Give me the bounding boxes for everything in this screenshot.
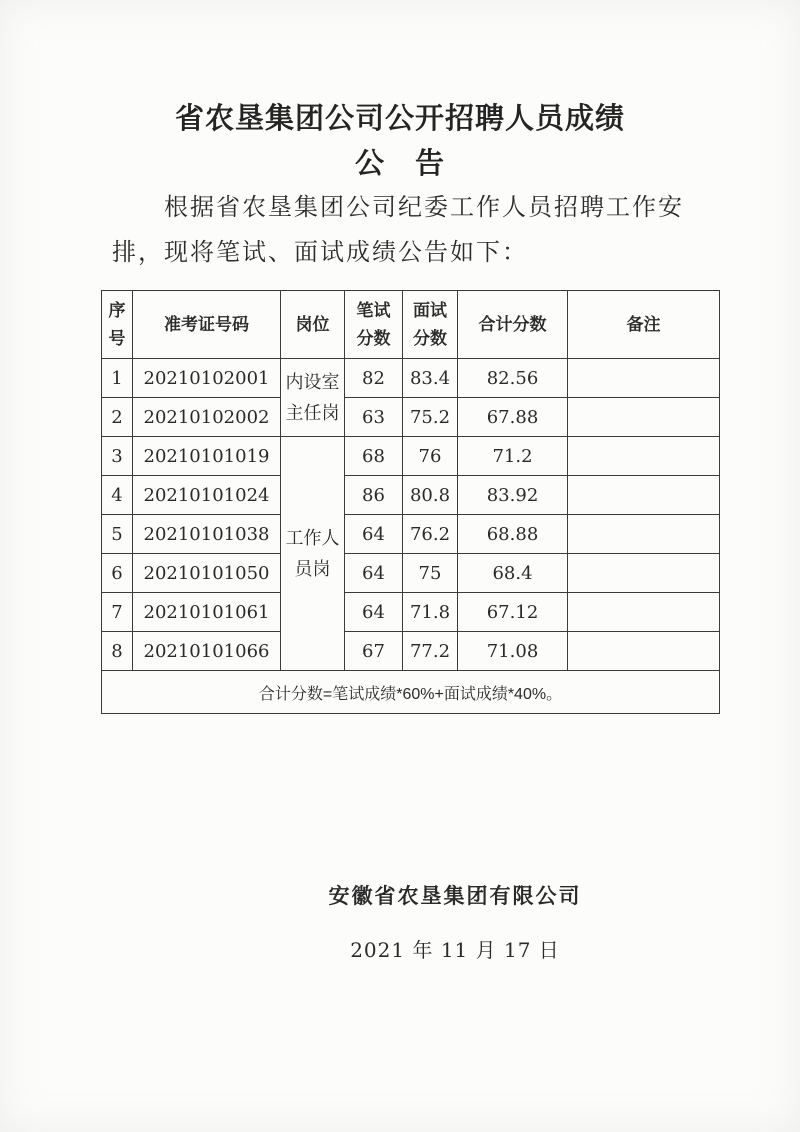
cell-remark — [568, 476, 720, 515]
header-row — [102, 291, 720, 359]
cell-written: 64 — [345, 515, 403, 554]
cell-post-director — [281, 359, 345, 437]
cell-total: 71.08 — [458, 632, 568, 671]
cell-remark — [568, 593, 720, 632]
cell-no: 1 — [102, 359, 133, 398]
column-header-post — [281, 291, 345, 359]
cell-interview: 83.4 — [403, 359, 458, 398]
score-table — [101, 290, 720, 714]
cell-post-staff — [281, 437, 345, 671]
column-header-no — [102, 291, 133, 359]
cell-interview: 76 — [403, 437, 458, 476]
score-formula-note: 合计分数=笔试成绩*60%+面试成绩*40%。 — [102, 671, 720, 714]
cell-remark — [568, 437, 720, 476]
cell-ticket: 20210101019 — [133, 437, 281, 476]
table-row — [102, 359, 720, 398]
column-header-no-label: 序号 — [108, 300, 126, 348]
page-title-second-line: 公 告 — [354, 146, 445, 180]
cell-written: 63 — [345, 398, 403, 437]
cell-remark — [568, 398, 720, 437]
closing-block — [255, 880, 655, 963]
cell-written: 82 — [345, 359, 403, 398]
table-row — [102, 554, 720, 593]
cell-total: 67.88 — [458, 398, 568, 437]
intro-paragraph-line-1: 根据省农垦集团公司纪委工作人员招聘工作安 — [164, 193, 684, 221]
cell-total: 67.12 — [458, 593, 568, 632]
cell-written: 64 — [345, 554, 403, 593]
page-title: 省农垦集团公司公开招聘人员成绩 — [174, 101, 625, 135]
column-header-total — [458, 291, 568, 359]
column-header-ticket — [133, 291, 281, 359]
cell-interview: 75.2 — [403, 398, 458, 437]
cell-no: 3 — [102, 437, 133, 476]
table-row — [102, 593, 720, 632]
column-header-written — [345, 291, 403, 359]
cell-interview: 76.2 — [403, 515, 458, 554]
table-row — [102, 515, 720, 554]
cell-no: 2 — [102, 398, 133, 437]
post-director-label: 内设室主任岗 — [285, 371, 340, 423]
cell-total: 71.2 — [458, 437, 568, 476]
cell-remark — [568, 359, 720, 398]
column-header-total-label: 合计分数 — [478, 314, 547, 334]
cell-remark — [568, 554, 720, 593]
column-header-remark — [568, 291, 720, 359]
cell-ticket: 20210102002 — [133, 398, 281, 437]
cell-interview: 77.2 — [403, 632, 458, 671]
cell-no: 8 — [102, 632, 133, 671]
issuer-signature: 安徽省农垦集团有限公司 — [328, 885, 582, 908]
cell-no: 5 — [102, 515, 133, 554]
column-header-written-label: 笔试分数 — [356, 300, 391, 348]
cell-interview: 71.8 — [403, 593, 458, 632]
post-staff-label: 工作人员岗 — [285, 527, 340, 579]
column-header-remark-label: 备注 — [626, 314, 661, 334]
cell-ticket: 20210101050 — [133, 554, 281, 593]
column-header-post-label: 岗位 — [295, 314, 330, 334]
cell-written: 68 — [345, 437, 403, 476]
cell-ticket: 20210101061 — [133, 593, 281, 632]
column-header-ticket-label: 准考证号码 — [164, 314, 249, 334]
footnote-row — [102, 671, 720, 714]
cell-total: 83.92 — [458, 476, 568, 515]
cell-ticket: 20210102001 — [133, 359, 281, 398]
cell-total: 68.4 — [458, 554, 568, 593]
cell-remark — [568, 632, 720, 671]
cell-written: 67 — [345, 632, 403, 671]
table-row — [102, 437, 720, 476]
cell-no: 4 — [102, 476, 133, 515]
table-row — [102, 476, 720, 515]
cell-ticket: 20210101066 — [133, 632, 281, 671]
cell-no: 6 — [102, 554, 133, 593]
column-header-interview-label: 面试分数 — [412, 300, 447, 348]
intro-paragraph — [112, 185, 694, 275]
column-header-interview — [403, 291, 458, 359]
issue-date: 2021 年 11 月 17 日 — [350, 938, 560, 962]
cell-interview: 75 — [403, 554, 458, 593]
cell-written: 64 — [345, 593, 403, 632]
cell-written: 86 — [345, 476, 403, 515]
cell-interview: 80.8 — [403, 476, 458, 515]
cell-total: 68.88 — [458, 515, 568, 554]
table-row — [102, 632, 720, 671]
cell-ticket: 20210101024 — [133, 476, 281, 515]
intro-paragraph-line-2: 排，现将笔试、面试成绩公告如下： — [112, 238, 528, 266]
table-row — [102, 398, 720, 437]
cell-ticket: 20210101038 — [133, 515, 281, 554]
cell-total: 82.56 — [458, 359, 568, 398]
cell-no: 7 — [102, 593, 133, 632]
cell-remark — [568, 515, 720, 554]
